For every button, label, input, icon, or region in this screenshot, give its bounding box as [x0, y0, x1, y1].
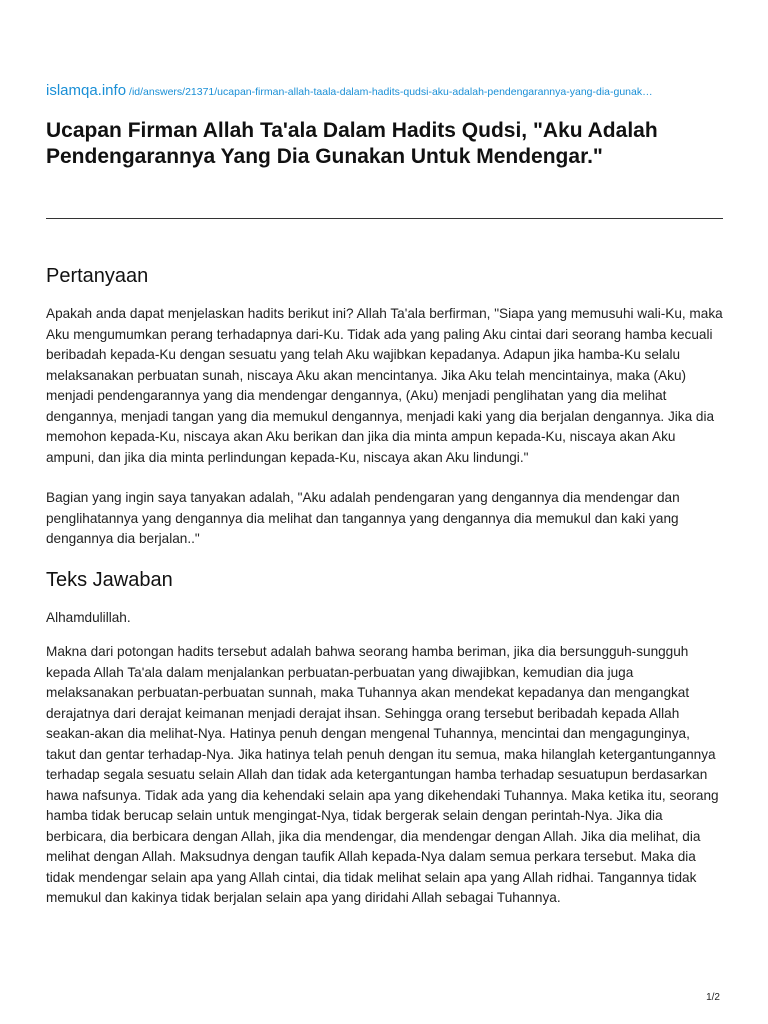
question-heading: Pertanyaan: [46, 265, 149, 287]
page-title: Ucapan Firman Allah Ta'ala Dalam Hadits Qudsi, "Aku Adalah Pendengarannya Yang Dia Gunakan Untuk Mendengar.": [46, 119, 658, 168]
page-number: 1/2: [706, 992, 720, 1003]
question-paragraph-2: Bagian yang ingin saya tanyakan adalah, "Aku adalah pendengaran yang dengannya dia mendengar dan penglihatannya yang dengannya dia melihat dan tangannya yang dengannya dia memukul dan kaki yang dengannya dia berjalan..": [46, 490, 680, 546]
answer-greeting: Alhamdulillah.: [46, 610, 131, 625]
title-divider: [46, 218, 723, 219]
answer-heading: Teks Jawaban: [46, 569, 173, 591]
source-url[interactable]: [46, 82, 723, 100]
answer-paragraph: Makna dari potongan hadits tersebut adalah bahwa seorang hamba beriman, jika dia bersungguh-sungguh kepada Allah Ta'ala dalam menjalankan perbuatan-perbuatan yang diwajibkan, kemudian dia juga melaksanakan perbuatan-perbuatan sunnah, maka Tuhannya akan mendekat kepadanya dan mengangkat derajatnya dari derajat keimanan menjadi derajat ihsan. Sehingga orang tersebut beribadah kepada Allah seakan-akan dia melihat-Nya. Hatinya penuh dengan mengenal Tuhannya, mencintai dan mengagunginya, takut dan gentar terhadap-Nya. Jika hatinya telah penuh dengan itu semua, maka hilanglah ketergantungannya terhadap segala sesuatu selain Allah dan tidak ada ketergantungan hamba terhadap sesuatupun berdasarkan hawa nafsunya. Tidak ada yang dia kehendaki selain apa yang dikehendaki Tuhannya. Maka ketika itu, seorang hamba tidak berucap selain untuk mengingat-Nya, tidak bergerak selain dengan perintah-Nya. Jika dia berbicara, dia berbicara dengan Allah, jika dia mendengar, dia mendengar dengan Allah. Jika dia melihat, dia melihat dengan Allah. Maksudnya dengan taufik Allah kepada-Nya dalam semua perkara tersebut. Maka dia tidak mendengar selain apa yang Allah cintai, dia tidak melihat selain apa yang Allah ridhai. Tangannya tidak memukul dan kakinya tidak berjalan selain apa yang diridahi Allah sebagai Tuhannya.: [46, 644, 719, 905]
source-domain-link[interactable]: islamqa.info: [46, 82, 127, 99]
source-path-link[interactable]: /id/answers/21371/ucapan-firman-allah-taala-dalam-hadits-qudsi-aku-adalah-pendengarannya-yang-dia-gunak…: [129, 86, 653, 98]
question-paragraph-1: Apakah anda dapat menjelaskan hadits berikut ini? Allah Ta'ala berfirman, "Siapa yang memusuhi wali-Ku, maka Aku mengumumkan perang terhadapnya dari-Ku. Tidak ada yang paling Aku cintai dari seorang hamba kecuali beribadah kepada-Ku dengan sesuatu yang telah Aku wajibkan kepadanya. Adapun jika hamba-Ku selalu melaksanakan perbuatan sunah, niscaya Aku akan mencintanya. Jika Aku telah mencintainya, maka (Aku) menjadi pendengarannya yang dia mendengar dengannya, (Aku) menjadi penglihatan yang dia melihat dengannya, menjadi tangan yang dia memukul dengannya, menjadi kaki yang dia berjalan dengannya. Jika dia memohon kepada-Ku, niscaya akan Aku berikan dan jika dia minta ampun kepada-Ku, niscaya akan Aku ampuni, dan jika dia minta perlindungan kepada-Ku, niscaya akan Aku lindungi.": [46, 306, 723, 465]
